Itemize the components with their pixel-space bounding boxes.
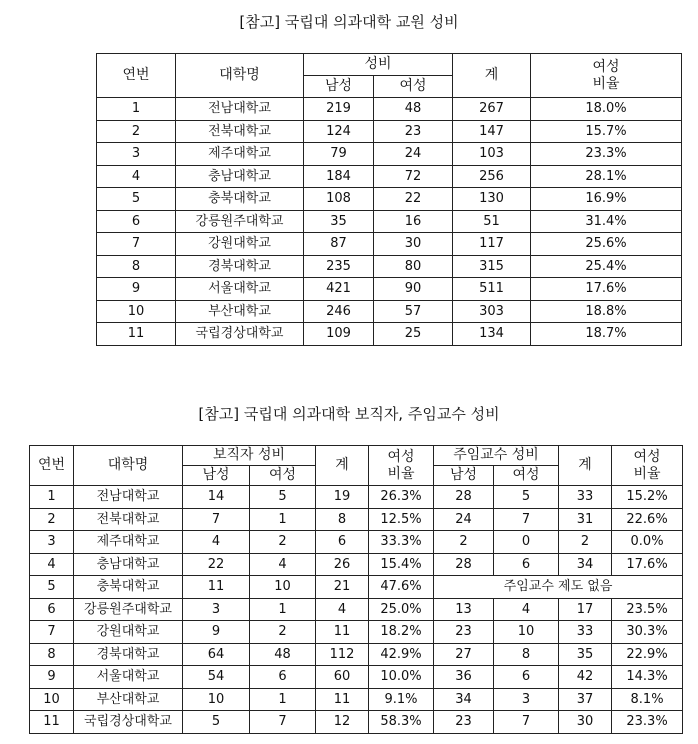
header-female-ratio-line1: 여성 — [592, 58, 620, 75]
chair-female-count: 7 — [494, 711, 559, 734]
admin-total-count: 19 — [316, 486, 369, 509]
univ-name: 서울대학교 — [176, 278, 304, 301]
admin-female-count: 1 — [250, 598, 316, 621]
row-no: 4 — [97, 165, 176, 188]
univ-name: 부산대학교 — [74, 688, 183, 711]
row-no: 2 — [97, 120, 176, 143]
female-count: 90 — [374, 278, 453, 301]
admin-female-ratio: 18.2% — [369, 621, 434, 644]
header-gender-ratio: 성비 — [304, 54, 453, 76]
admin-female-count: 48 — [250, 643, 316, 666]
female-ratio: 18.8% — [531, 300, 682, 323]
chair-female-count: 6 — [494, 666, 559, 689]
chair-female-ratio: 22.9% — [612, 643, 683, 666]
female-count: 25 — [374, 323, 453, 346]
female-count: 22 — [374, 188, 453, 211]
chair-total-count: 33 — [559, 486, 612, 509]
chair-total-count: 17 — [559, 598, 612, 621]
chair-female-ratio: 30.3% — [612, 621, 683, 644]
female-count: 24 — [374, 143, 453, 166]
female-ratio: 17.6% — [531, 278, 682, 301]
row-no: 6 — [30, 598, 74, 621]
female-ratio: 18.0% — [531, 98, 682, 121]
admin-total-count: 26 — [316, 553, 369, 576]
table-row — [97, 323, 682, 346]
table-row — [97, 210, 682, 233]
admin-chair-gender-table-title: [참고] 국립대 의과대학 보직자, 주임교수 성비 — [198, 405, 500, 423]
chair-female-ratio: 0.0% — [612, 531, 683, 554]
male-count: 79 — [304, 143, 374, 166]
univ-name: 제주대학교 — [74, 531, 183, 554]
row-no: 3 — [30, 531, 74, 554]
univ-name: 충남대학교 — [74, 553, 183, 576]
row-no: 10 — [97, 300, 176, 323]
row-no: 4 — [30, 553, 74, 576]
univ-name: 부산대학교 — [176, 300, 304, 323]
row-no: 7 — [30, 621, 74, 644]
admin-female-ratio: 58.3% — [369, 711, 434, 734]
chair-female-ratio: 15.2% — [612, 486, 683, 509]
univ-name: 충북대학교 — [74, 576, 183, 599]
univ-name: 서울대학교 — [74, 666, 183, 689]
univ-name: 국립경상대학교 — [176, 323, 304, 346]
chair-male-count: 28 — [434, 553, 494, 576]
total-count: 511 — [453, 278, 531, 301]
chair-male-count: 23 — [434, 621, 494, 644]
table-row — [97, 165, 682, 188]
male-count: 108 — [304, 188, 374, 211]
univ-name: 강원대학교 — [176, 233, 304, 256]
admin-female-ratio: 47.6% — [369, 576, 434, 599]
female-ratio: 15.7% — [531, 120, 682, 143]
table-row — [97, 278, 682, 301]
chair-female-ratio: 23.3% — [612, 711, 683, 734]
chair-total-count: 33 — [559, 621, 612, 644]
admin-female-count: 5 — [250, 486, 316, 509]
table-row — [30, 688, 683, 711]
admin-total-count: 12 — [316, 711, 369, 734]
total-count: 147 — [453, 120, 531, 143]
chair-female-ratio: 22.6% — [612, 508, 683, 531]
header-chair-female-ratio — [612, 446, 683, 486]
chair-female-ratio: 23.5% — [612, 598, 683, 621]
admin-female-count: 1 — [250, 688, 316, 711]
chair-female-count: 8 — [494, 643, 559, 666]
row-no: 9 — [97, 278, 176, 301]
female-count: 16 — [374, 210, 453, 233]
admin-total-count: 4 — [316, 598, 369, 621]
male-count: 421 — [304, 278, 374, 301]
female-count: 48 — [374, 98, 453, 121]
row-no: 5 — [30, 576, 74, 599]
chair-male-count: 2 — [434, 531, 494, 554]
header-chair-male: 남성 — [434, 466, 494, 486]
male-count: 124 — [304, 120, 374, 143]
header-univ: 대학명 — [176, 54, 304, 98]
admin-male-count: 10 — [183, 688, 250, 711]
admin-male-count: 14 — [183, 486, 250, 509]
chair-male-count: 28 — [434, 486, 494, 509]
female-ratio: 25.4% — [531, 255, 682, 278]
female-ratio: 28.1% — [531, 165, 682, 188]
admin-female-count: 7 — [250, 711, 316, 734]
female-ratio: 31.4% — [531, 210, 682, 233]
admin-total-count: 11 — [316, 688, 369, 711]
admin-male-count: 11 — [183, 576, 250, 599]
table-row — [30, 711, 683, 734]
total-count: 267 — [453, 98, 531, 121]
chair-female-count: 5 — [494, 486, 559, 509]
header-admin-male: 남성 — [183, 466, 250, 486]
row-no: 6 — [97, 210, 176, 233]
faculty-gender-table-title: [참고] 국립대 의과대학 교원 성비 — [239, 13, 459, 31]
chair-female-ratio: 17.6% — [612, 553, 683, 576]
female-count: 57 — [374, 300, 453, 323]
chair-male-count: 34 — [434, 688, 494, 711]
admin-male-count: 64 — [183, 643, 250, 666]
univ-name: 강릉원주대학교 — [176, 210, 304, 233]
header-chair-female: 여성 — [494, 466, 559, 486]
male-count: 219 — [304, 98, 374, 121]
header-admin-female: 여성 — [250, 466, 316, 486]
total-count: 130 — [453, 188, 531, 211]
header-chair-total: 계 — [559, 446, 612, 486]
chair-female-ratio: 14.3% — [612, 666, 683, 689]
faculty-gender-table — [96, 53, 682, 346]
chair-female-count: 0 — [494, 531, 559, 554]
admin-total-count: 6 — [316, 531, 369, 554]
admin-female-count: 1 — [250, 508, 316, 531]
female-ratio: 16.9% — [531, 188, 682, 211]
row-no: 8 — [30, 643, 74, 666]
admin-total-count: 112 — [316, 643, 369, 666]
chair-female-count: 3 — [494, 688, 559, 711]
row-no: 10 — [30, 688, 74, 711]
female-ratio: 23.3% — [531, 143, 682, 166]
admin-female-count: 10 — [250, 576, 316, 599]
header-no: 연번 — [30, 446, 74, 486]
table-row — [30, 621, 683, 644]
table-row — [30, 531, 683, 554]
header-female-ratio — [531, 54, 682, 98]
univ-name: 전북대학교 — [74, 508, 183, 531]
female-count: 30 — [374, 233, 453, 256]
header-female-ratio-line1: 여성 — [387, 448, 415, 465]
table-row — [97, 120, 682, 143]
chair-male-count: 24 — [434, 508, 494, 531]
header-total: 계 — [453, 54, 531, 98]
total-count: 303 — [453, 300, 531, 323]
admin-total-count: 60 — [316, 666, 369, 689]
chair-total-count: 35 — [559, 643, 612, 666]
univ-name: 제주대학교 — [176, 143, 304, 166]
admin-female-ratio: 25.0% — [369, 598, 434, 621]
row-no: 8 — [97, 255, 176, 278]
table-row — [30, 553, 683, 576]
admin-male-count: 22 — [183, 553, 250, 576]
admin-male-count: 9 — [183, 621, 250, 644]
admin-female-ratio: 12.5% — [369, 508, 434, 531]
male-count: 246 — [304, 300, 374, 323]
chair-female-count: 7 — [494, 508, 559, 531]
header-female-ratio-line2: 비율 — [387, 465, 415, 482]
chair-total-count: 37 — [559, 688, 612, 711]
admin-male-count: 5 — [183, 711, 250, 734]
male-count: 184 — [304, 165, 374, 188]
total-count: 315 — [453, 255, 531, 278]
univ-name: 전남대학교 — [176, 98, 304, 121]
table-row — [30, 666, 683, 689]
admin-female-ratio: 42.9% — [369, 643, 434, 666]
header-chair-ratio: 주임교수 성비 — [434, 446, 559, 466]
chair-total-count: 30 — [559, 711, 612, 734]
table-row — [97, 143, 682, 166]
row-no: 1 — [30, 486, 74, 509]
total-count: 256 — [453, 165, 531, 188]
chair-female-count: 4 — [494, 598, 559, 621]
header-female-ratio-line1: 여성 — [633, 448, 661, 465]
header-admin-female-ratio — [369, 446, 434, 486]
female-count: 80 — [374, 255, 453, 278]
chair-total-count: 2 — [559, 531, 612, 554]
univ-name: 강릉원주대학교 — [74, 598, 183, 621]
admin-female-count: 2 — [250, 621, 316, 644]
admin-female-count: 4 — [250, 553, 316, 576]
chair-total-count: 42 — [559, 666, 612, 689]
header-female: 여성 — [374, 76, 453, 98]
admin-female-ratio: 33.3% — [369, 531, 434, 554]
chair-total-count: 31 — [559, 508, 612, 531]
table-row — [97, 233, 682, 256]
univ-name: 강원대학교 — [74, 621, 183, 644]
table-row — [97, 255, 682, 278]
female-count: 72 — [374, 165, 453, 188]
admin-chair-gender-table — [29, 445, 683, 734]
male-count: 235 — [304, 255, 374, 278]
table-row — [97, 300, 682, 323]
admin-total-count: 11 — [316, 621, 369, 644]
female-ratio: 18.7% — [531, 323, 682, 346]
chair-female-count: 10 — [494, 621, 559, 644]
univ-name: 전북대학교 — [176, 120, 304, 143]
header-admin-ratio: 보직자 성비 — [183, 446, 316, 466]
admin-total-count: 8 — [316, 508, 369, 531]
table-row — [97, 188, 682, 211]
chair-female-count: 6 — [494, 553, 559, 576]
admin-female-ratio: 9.1% — [369, 688, 434, 711]
row-no: 7 — [97, 233, 176, 256]
univ-name: 충남대학교 — [176, 165, 304, 188]
table-row — [30, 643, 683, 666]
admin-male-count: 54 — [183, 666, 250, 689]
admin-female-ratio: 15.4% — [369, 553, 434, 576]
row-no: 1 — [97, 98, 176, 121]
male-count: 35 — [304, 210, 374, 233]
female-count: 23 — [374, 120, 453, 143]
univ-name: 경북대학교 — [176, 255, 304, 278]
male-count: 87 — [304, 233, 374, 256]
univ-name: 전남대학교 — [74, 486, 183, 509]
chair-male-count: 13 — [434, 598, 494, 621]
chair-male-count: 36 — [434, 666, 494, 689]
admin-female-count: 2 — [250, 531, 316, 554]
admin-female-ratio: 26.3% — [369, 486, 434, 509]
admin-total-count: 21 — [316, 576, 369, 599]
univ-name: 경북대학교 — [74, 643, 183, 666]
table-row — [30, 486, 683, 509]
chair-total-count: 34 — [559, 553, 612, 576]
header-female-ratio-line2: 비율 — [633, 465, 661, 482]
chair-male-count: 23 — [434, 711, 494, 734]
table-row — [30, 598, 683, 621]
admin-male-count: 7 — [183, 508, 250, 531]
row-no: 2 — [30, 508, 74, 531]
chair-note: 주임교수 제도 없음 — [434, 576, 683, 599]
row-no: 5 — [97, 188, 176, 211]
admin-female-ratio: 10.0% — [369, 666, 434, 689]
total-count: 103 — [453, 143, 531, 166]
total-count: 134 — [453, 323, 531, 346]
table-row — [97, 98, 682, 121]
admin-female-count: 6 — [250, 666, 316, 689]
univ-name: 충북대학교 — [176, 188, 304, 211]
row-no: 9 — [30, 666, 74, 689]
table-row — [30, 576, 683, 599]
total-count: 51 — [453, 210, 531, 233]
female-ratio: 25.6% — [531, 233, 682, 256]
row-no: 11 — [97, 323, 176, 346]
admin-male-count: 4 — [183, 531, 250, 554]
header-admin-total: 계 — [316, 446, 369, 486]
row-no: 11 — [30, 711, 74, 734]
total-count: 117 — [453, 233, 531, 256]
header-male: 남성 — [304, 76, 374, 98]
univ-name: 국립경상대학교 — [74, 711, 183, 734]
admin-male-count: 3 — [183, 598, 250, 621]
chair-male-count: 27 — [434, 643, 494, 666]
male-count: 109 — [304, 323, 374, 346]
header-no: 연번 — [97, 54, 176, 98]
row-no: 3 — [97, 143, 176, 166]
table-row — [30, 508, 683, 531]
chair-female-ratio: 8.1% — [612, 688, 683, 711]
header-female-ratio-line2: 비율 — [592, 75, 620, 92]
header-univ: 대학명 — [74, 446, 183, 486]
